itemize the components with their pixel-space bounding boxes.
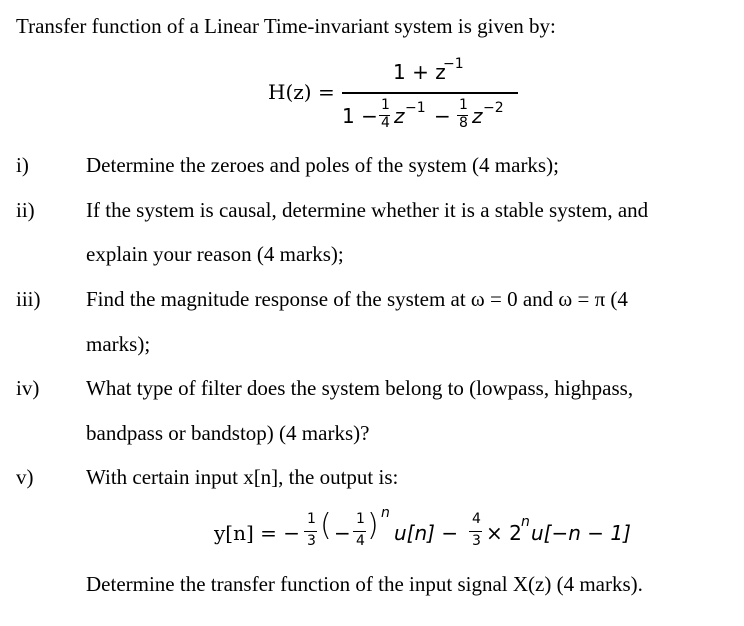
question-text: bandpass or bandstop) (4 marks)? — [86, 421, 370, 445]
yn-u1: u[n] − — [394, 521, 459, 545]
question-number: ii) — [16, 198, 35, 222]
hz-frac2-den: 8 — [459, 115, 468, 131]
yn-paren-close: ) — [367, 508, 379, 543]
yn-lhs: y[n] = − — [214, 521, 301, 545]
yn-minus: − — [334, 521, 351, 545]
yn-f1-den: 3 — [307, 533, 316, 549]
question-number: iii) — [16, 287, 41, 311]
question-number: v) — [16, 465, 34, 489]
hz-den-z2: z — [472, 104, 483, 128]
hz-den-minus: − — [434, 104, 451, 128]
yn-f2-den: 4 — [356, 533, 365, 549]
hz-numerator: 1 + z — [393, 60, 446, 84]
hz-num-exp: −1 — [443, 56, 464, 72]
yn-f2-num: 1 — [356, 511, 365, 527]
yn-f3-bar — [469, 531, 482, 532]
yn-f1-num: 1 — [307, 511, 316, 527]
hz-den-z1: z — [394, 104, 405, 128]
question-text: Find the magnitude response of the system at ω = 0 and ω = π (4 — [86, 287, 628, 311]
hz-frac1-num: 1 — [381, 97, 390, 113]
yn-f1-bar — [304, 531, 317, 532]
hz-den-one: 1 − — [342, 104, 378, 128]
yn-f3-den: 3 — [472, 533, 481, 549]
question-number: i) — [16, 153, 29, 177]
hz-lhs: H(z) = — [268, 80, 335, 104]
final-question-text: Determine the transfer function of the input signal X(z) (4 marks). — [86, 572, 643, 596]
hz-fraction-bar — [342, 92, 518, 94]
intro-text: Transfer function of a Linear Time-invariant system is given by: — [16, 14, 556, 38]
question-text: explain your reason (4 marks); — [86, 242, 344, 266]
yn-f3-num: 4 — [472, 511, 481, 527]
question-number: iv) — [16, 376, 40, 400]
yn-paren-open: ( — [320, 508, 332, 543]
yn-tail2: u[−n − 1] — [531, 521, 631, 545]
question-text: Determine the zeroes and poles of the system (4 marks); — [86, 153, 559, 177]
hz-den-exp2: −2 — [483, 100, 504, 116]
question-text: With certain input x[n], the output is: — [86, 465, 399, 489]
yn-f2-bar — [353, 531, 366, 532]
question-text: marks); — [86, 332, 151, 356]
question-text: If the system is causal, determine whether it is a stable system, and — [86, 198, 649, 222]
hz-frac1-den: 4 — [381, 115, 390, 131]
yn-tail-exp: n — [521, 514, 530, 530]
yn-tail: × 2 — [486, 521, 522, 545]
hz-frac2-num: 1 — [459, 97, 468, 113]
question-text: What type of filter does the system belong to (lowpass, highpass, — [86, 376, 634, 400]
yn-exp: n — [381, 505, 390, 521]
hz-den-exp1: −1 — [405, 100, 426, 116]
